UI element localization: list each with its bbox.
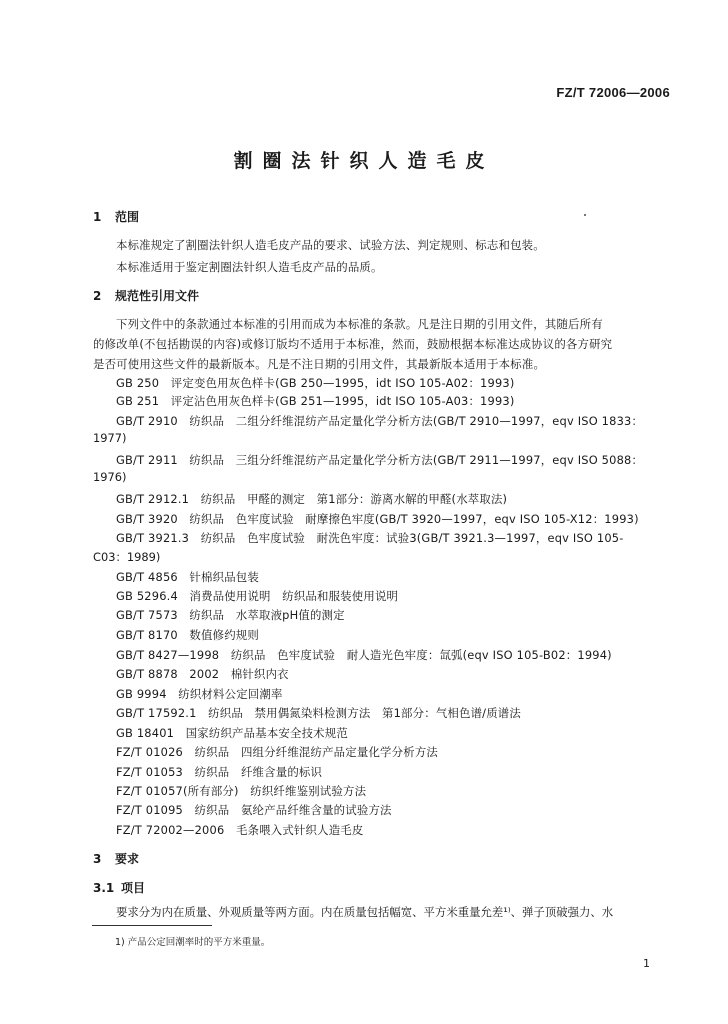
section-3-1-heading [93, 879, 145, 896]
section-title: 规范性引用文件 [115, 289, 200, 303]
reference-item: GB/T 3920 纺织品 色牢度试验 耐摩擦色牢度(GB/T 3920—1997，eqv ISO 105-X12：1993) [116, 512, 639, 526]
references-intro-line: 的修改单(不包括勘误的内容)或修订版均不适用于本标准，然而，鼓励根据本标准达成协议的各方研究 [93, 337, 613, 351]
reference-item: GB/T 17592.1 纺织品 禁用偶氮染料检测方法 第1部分：气相色谱/质谱法 [116, 706, 521, 720]
section-number: 2 [93, 289, 102, 303]
reference-item-continued: C03：1989) [93, 550, 161, 564]
section-number: 1 [93, 210, 102, 224]
requirements-paragraph: 要求分为内在质量、外观质量等两方面。内在质量包括幅宽、平方米重量允差¹⁾、弹子顶破强力、水 [116, 905, 614, 919]
reference-item: FZ/T 72002—2006 毛条喂入式针织人造毛皮 [116, 823, 364, 837]
scope-paragraph-2: 本标准适用于鉴定割圈法针织人造毛皮产品的品质。 [116, 260, 383, 274]
reference-item-continued: 1977) [93, 431, 127, 445]
reference-item: GB/T 8878 2002 棉针织内衣 [116, 667, 289, 681]
reference-item: GB 18401 国家纺织产品基本安全技术规范 [116, 726, 348, 740]
footnote-divider [92, 925, 212, 926]
references-intro-line: 下列文件中的条款通过本标准的引用而成为本标准的条款。凡是注日期的引用文件，其随后所有 [116, 317, 603, 331]
section-title: 项目 [121, 881, 146, 895]
reference-item: FZ/T 01026 纺织品 四组分纤维混纺产品定量化学分析方法 [116, 745, 439, 759]
reference-item: GB 251 评定沾色用灰色样卡(GB 251—1995，idt ISO 105-A03：1993) [116, 394, 515, 408]
reference-item: GB/T 7573 纺织品 水萃取液pH值的测定 [116, 608, 345, 622]
references-intro-line: 是否可使用这些文件的最新版本。凡是不注日期的引用文件，其最新版本适用于本标准。 [93, 357, 546, 371]
section-3-heading [93, 850, 139, 867]
reference-item: GB 5296.4 消费品使用说明 纺织品和服装使用说明 [116, 589, 399, 603]
reference-item: GB 9994 纺织材料公定回潮率 [116, 687, 283, 701]
section-number: 3.1 [93, 881, 115, 895]
reference-item: GB/T 3921.3 纺织品 色牢度试验 耐洗色牢度：试验3(GB/T 3921.3—1997，eqv ISO 105- [116, 531, 624, 545]
reference-item: GB/T 2910 纺织品 二组分纤维混纺产品定量化学分析方法(GB/T 2910—1997，eqv ISO 1833： [116, 414, 644, 428]
scope-paragraph-1: 本标准规定了割圈法针织人造毛皮产品的要求、试验方法、判定规则、标志和包装。 [116, 238, 545, 252]
reference-item: FZ/T 01057(所有部分) 纺织纤维鉴别试验方法 [116, 784, 367, 798]
page-number: 1 [643, 957, 650, 970]
section-number: 3 [93, 852, 102, 866]
section-2-heading [93, 287, 199, 304]
section-title: 要求 [115, 852, 140, 866]
reference-item: GB/T 8427—1998 纺织品 色牢度试验 耐人造光色牢度：氙弧(eqv ISO 105-B02：1994) [116, 648, 612, 662]
reference-item: FZ/T 01095 纺织品 氨纶产品纤维含量的试验方法 [116, 803, 392, 817]
scan-speck [584, 214, 586, 216]
reference-item-continued: 1976) [93, 470, 127, 484]
reference-item: GB 250 评定变色用灰色样卡(GB 250—1995，idt ISO 105-A02：1993) [116, 376, 515, 390]
standard-code: FZ/T 72006—2006 [556, 85, 670, 100]
section-title: 范围 [115, 210, 140, 224]
reference-item: GB/T 4856 针棉织品包装 [116, 570, 259, 584]
document-title: 割圈法针织人造毛皮 [233, 150, 495, 172]
reference-item: FZ/T 01053 纺织品 纤维含量的标识 [116, 765, 323, 779]
reference-item: GB/T 2912.1 纺织品 甲醛的测定 第1部分：游离水解的甲醛(水萃取法) [116, 492, 508, 506]
reference-item: GB/T 2911 纺织品 三组分纤维混纺产品定量化学分析方法(GB/T 2911—1997，eqv ISO 5088： [116, 453, 644, 467]
footnote: 1) 产品公定回潮率时的平方米重量。 [115, 937, 271, 948]
section-1-heading [93, 208, 139, 225]
reference-item: GB/T 8170 数值修约规则 [116, 628, 259, 642]
